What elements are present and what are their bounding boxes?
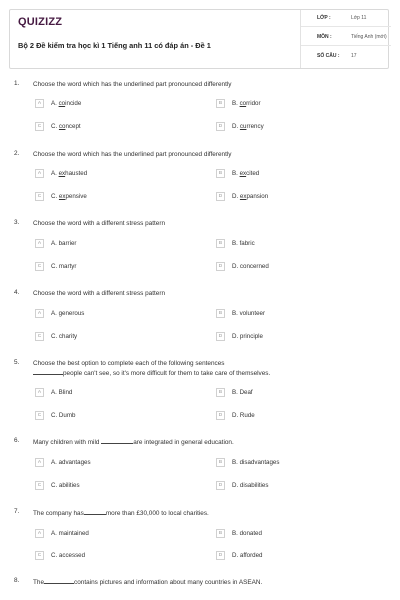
question-number: 1. (14, 80, 20, 87)
option-letter-box: D (216, 332, 225, 341)
option-letter-box: C (35, 411, 44, 420)
option-letter-box: D (216, 551, 225, 560)
info-label: SỐ CÂU : (317, 53, 340, 59)
question-text: Choose the word which has the underlined part pronounced differently (33, 81, 232, 88)
worksheet-page: QUIZIZZ Bộ 2 Đề kiểm tra học kì 1 Tiếng anh 11 có đáp án - Đề 1 LỚP : Lớp 11 MÔN : Tiếng Anh (mới) SỐ CÂU : 17 1. Choose the word which has the underlined part pronounced differently A A. coincide B B. corridor C C. concept D D. currency 2. Choose the word which has the underlined part pronounced differently A A. exhausted B B. excited C C. expensive D D. expansion 3. Choose the word with a different stress pattern A A. barrier B B. fabric C C. martyr D D. concerned 4. Choose the word with a different stress pattern A A. generous B B. volunteer C C. charity D D. principle 5. Choose the best option to complete each of the following sentences people can't see, so it's more difficult for them to take care of themselves. A A. Blind B B. Deaf C C. Dumb D D. Rude 6. Many children with mild are integrated in general education. A A. advantages B B. disadvantages C C. abilities D D. disabilities 7. The company has more than £30,000 to local charities. A A. maintained B B. donated C C. accessed D D. afforded 8. The contains pictures and information about many countries in ASEAN. (0, 0, 400, 600)
info-label: LỚP : (317, 15, 331, 21)
info-box (300, 10, 391, 68)
option-letter-box: B (216, 169, 225, 178)
info-value: Tiếng Anh (mới) (351, 34, 387, 40)
info-value: 17 (351, 53, 357, 59)
info-row-count (301, 48, 391, 64)
question-text: Choose the word which has the underlined part pronounced differently (33, 151, 232, 158)
option-letter-box: A (35, 169, 44, 178)
option-letter-box: B (216, 529, 225, 538)
answer-blank (84, 508, 106, 515)
option-letter-box: C (35, 481, 44, 490)
option-letter-box: C (35, 122, 44, 131)
info-row-subject (301, 29, 391, 46)
question-number: 2. (14, 150, 20, 157)
question-text: Choose the best option to complete each of the following sentences people can't see, so it's more difficult for them to take care of themselves. (33, 360, 271, 377)
question-number: 6. (14, 437, 20, 444)
question-number: 4. (14, 289, 20, 296)
info-row-class (301, 10, 391, 27)
option-letter-box: D (216, 192, 225, 201)
option-letter-box: A (35, 309, 44, 318)
option-letter-box: B (216, 239, 225, 248)
info-label: MÔN : (317, 34, 332, 40)
option-letter-box: C (35, 332, 44, 341)
answer-blank (101, 437, 133, 444)
question-number: 5. (14, 359, 20, 366)
option-letter-box: D (216, 481, 225, 490)
question-number: 8. (14, 577, 20, 584)
question-text: Choose the word with a different stress pattern (33, 220, 166, 227)
option-letter-box: B (216, 99, 225, 108)
question-text: Choose the word with a different stress pattern (33, 290, 166, 297)
option-letter-box: B (216, 458, 225, 467)
quizizz-logo: QUIZIZZ (18, 16, 63, 28)
page-title: Bộ 2 Đề kiểm tra học kì 1 Tiếng anh 11 có đáp án - Đề 1 (18, 41, 211, 50)
option-letter-box: D (216, 411, 225, 420)
option-letter-box: C (35, 551, 44, 560)
option-letter-box: A (35, 388, 44, 397)
answer-blank (33, 368, 63, 375)
option-letter-box: C (35, 262, 44, 271)
question-text: The company has more than £30,000 to local charities. (33, 510, 209, 517)
option-letter-box: D (216, 262, 225, 271)
option-letter-box: A (35, 99, 44, 108)
question-text: The contains pictures and information about many countries in ASEAN. (33, 579, 263, 586)
option-letter-box: B (216, 388, 225, 397)
option-letter-box: B (216, 309, 225, 318)
info-value: Lớp 11 (351, 15, 367, 21)
worksheet-header (9, 9, 389, 69)
option-letter-box: A (35, 529, 44, 538)
option-letter-box: D (216, 122, 225, 131)
question-number: 7. (14, 508, 20, 515)
question-number: 3. (14, 219, 20, 226)
question-text: Many children with mild are integrated in general education. (33, 439, 234, 446)
option-letter-box: A (35, 458, 44, 467)
option-letter-box: C (35, 192, 44, 201)
option-letter-box: A (35, 239, 44, 248)
answer-blank (44, 577, 74, 584)
